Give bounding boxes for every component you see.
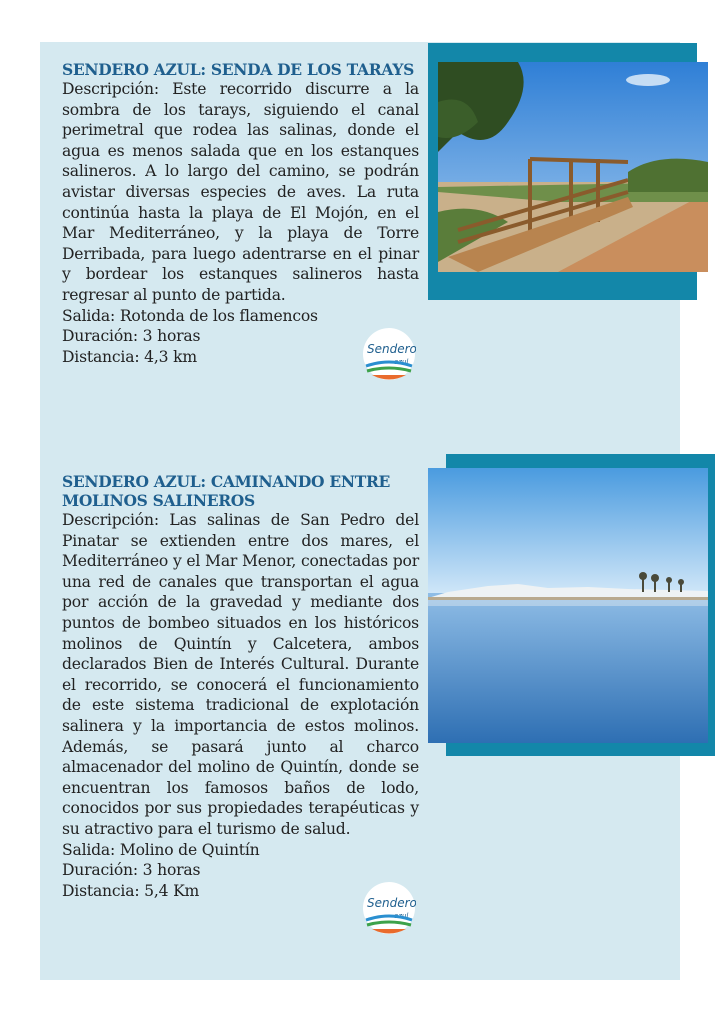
wooden-boardwalk-photo: [438, 62, 708, 272]
svg-text:azul: azul: [394, 358, 409, 366]
salt-flats-lake-photo: [428, 468, 708, 743]
svg-text:azul: azul: [394, 912, 409, 920]
logo-sendero-azul: [362, 326, 416, 382]
route-distance: Distancia: 5,4 Km: [62, 881, 200, 900]
section-title: SENDERO AZUL: SENDA DE LOS TARAYS: [62, 60, 414, 79]
section-description: Descripción: Este recorrido discurre a la sombra de los tarays, siguiendo el canal perimetral que rodea las salinas, donde el agua es menos salada que en los estanques salineros. A lo largo del camino, se podrán avistar diversas especies de aves. La ruta continúa hasta la playa de El Mojón, en el Mar Mediterráneo, y la playa de Torre Derribada, para luego adentrarse en el pinar y bordear los estanques salineros hasta regresar al punto de partida.: [62, 80, 419, 304]
svg-text:Sendero: Sendero: [367, 896, 416, 910]
route-duration: Duración: 3 horas: [62, 327, 201, 346]
route-section-molinos: [62, 472, 419, 901]
route-start: Salida: Molino de Quintín: [62, 840, 260, 859]
logo-sendero-azul: [362, 880, 416, 936]
route-section-tarays: [62, 60, 419, 367]
route-duration: Duración: 3 horas: [62, 861, 201, 880]
section-description: Descripción: Las salinas de San Pedro del Pinatar se extienden entre dos mares, el Mediterráneo y el Mar Menor, conectadas por una red de canales que transportan el agua por acción de la gravedad y mediante dos puntos de bombeo situados en los históricos molinos de Quintín y Calcetera, ambos declarados Bien de Interés Cultural. Durante el recorrido, se conocerá el funcionamiento de este sistema tradicional de explotación salinera y la importancia de estos molinos. Además, se pasará junto al charco almacenador del molino de Quintín, donde se encuentran los famosos baños de lodo, conocidos por sus propiedades terapéuticas y su atractivo para el turismo de salud.: [62, 511, 419, 838]
route-distance: Distancia: 4,3 km: [62, 347, 197, 366]
section-title: SENDERO AZUL: CAMINANDO ENTRE MOLINOS SALINEROS: [62, 472, 391, 510]
svg-text:Sendero: Sendero: [367, 342, 416, 356]
route-start: Salida: Rotonda de los flamencos: [62, 306, 318, 325]
